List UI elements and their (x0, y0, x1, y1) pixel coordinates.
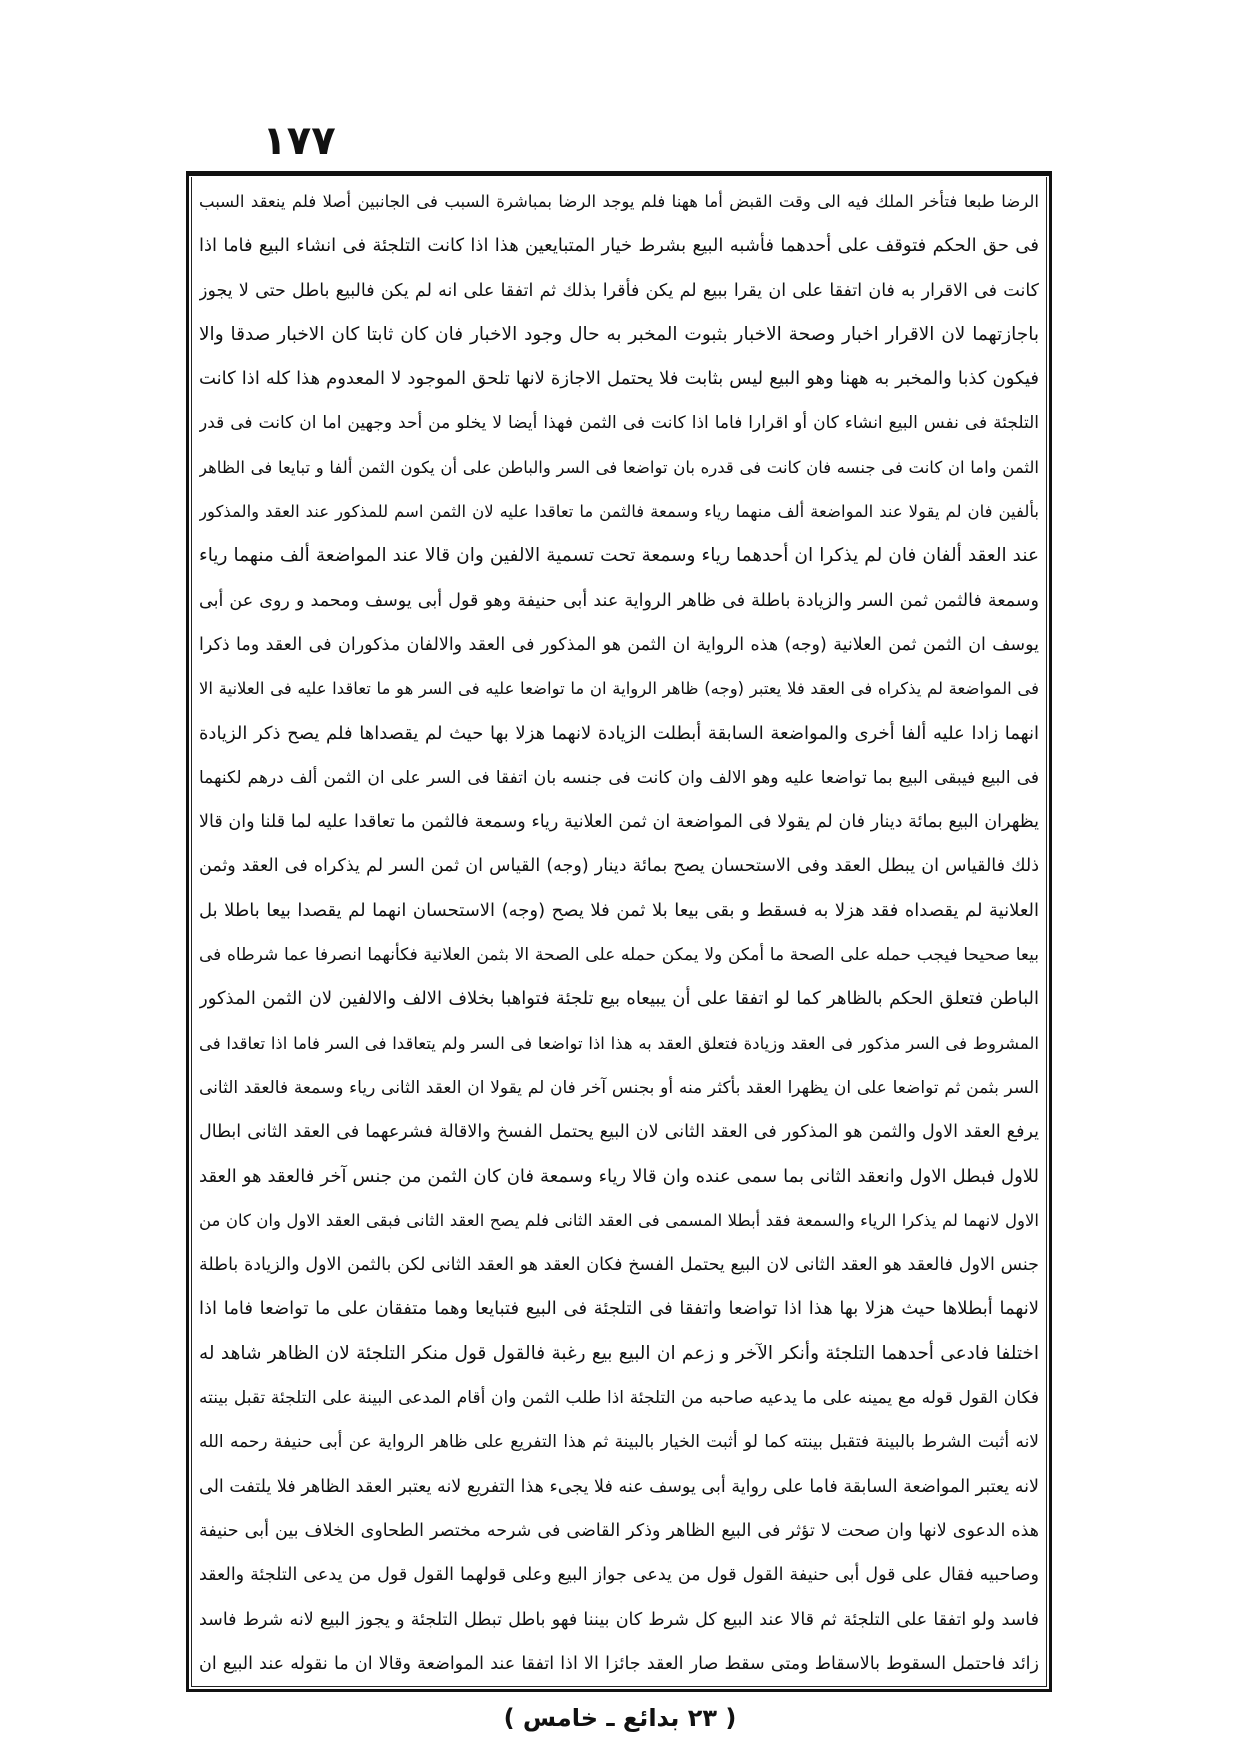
text-line: العلانية لم يقصداه فقد هزلا به فسقط و بقى بيعا بلا ثمن فلا يصح (وجه) الاستحسان انهما لم يقصدا بيعا باطلا بل (199, 899, 1039, 921)
text-line: الباطن فتعلق الحكم بالظاهر كما لو اتفقا على أن يبيعاه بيع تلجئة فتواهبا بخلاف الالف والالفين لان الثمن المذكور (199, 988, 1039, 1010)
text-line: بيعا صحيحا فيجب حمله على الصحة ما أمكن ولا يمكن حمله على الصحة الا بثمن العلانية فكأنهما انصرفا عما شرطاه فى (199, 945, 1039, 966)
text-line: يرفع العقد الاول والثمن هو المذكور فى العقد الثانى لان البيع يحتمل الفسخ والاقالة فشرعهما فى العقد الثانى ابطال (199, 1122, 1039, 1143)
text-frame (186, 171, 1052, 1692)
text-line: بألفين فان لم يقولا عند المواضعة ألف منهما رياء وسمعة فالثمن ما تعاقدا عليه لان الثمن اسم للمذكور عند العقد والمذكور (199, 502, 1039, 522)
text-line: اختلفا فادعى أحدهما التلجئة وأنكر الآخر و زعم ان البيع بيع رغبة فالقول قول منكر التلجئة لان الظاهر شاهد له (199, 1342, 1039, 1364)
text-line: جنس الاول فالعقد هو العقد الثانى لان البيع يحتمل الفسخ فكان العقد هو العقد الثانى لكن بالثمن الاول والزيادة باطلة (199, 1255, 1039, 1276)
text-line: انهما زادا عليه ألفا أخرى والمواضعة السابقة أبطلت الزيادة لانهما هزلا بها حيث لم يقصداها فلم يصح ذكر الزيادة (199, 722, 1039, 744)
text-line: الثمن واما ان كانت فى جنسه فان كانت فى قدره بان تواضعا فى السر والباطن على أن يكون الثمن ألفا و تبايعا فى الظاهر (199, 457, 1039, 477)
page-footer-signature: ( ٢٣ بدائع ـ خامس ) (503, 1704, 737, 1732)
page-number: ١٧٧ (262, 118, 336, 164)
text-line: عند العقد ألفان فان لم يذكرا ان أحدهما رياء وسمعة تحت تسمية الالفين وان قالا عند المواضعة ألف منهما رياء (199, 545, 1039, 567)
text-line: فاسد ولو اتفقا على التلجئة ثم قالا عند البيع كل شرط كان بيننا فهو باطل تبطل التلجئة و يجوز البيع لانه شرط فاسد (199, 1609, 1039, 1630)
text-line: فى البيع فيبقى البيع بما تواضعا عليه وهو الالف وان كانت فى جنسه بان اتفقا فى السر على ان الثمن ألف درهم لكنهما (199, 767, 1039, 788)
text-line: لانهما أبطلاها حيث هزلا بها هذا اذا تواضعا واتفقا فى التلجئة فى البيع فتبايعا وهما متفقان على ما تواضعا فاما اذا (199, 1298, 1039, 1320)
text-line: وسمعة فالثمن ثمن السر والزيادة باطلة فى ظاهر الرواية عند أبى حنيفة وهو قول أبى يوسف ومحمد و روى عن أبى (199, 590, 1039, 611)
text-line: للاول فبطل الاول وانعقد الثانى بما سمى عنده وان قالا رياء وسمعة فان كان الثمن من جنس آخر فالعقد هو العقد (199, 1165, 1039, 1187)
text-line: باجازتهما لان الاقرار اخبار وصحة الاخبار بثبوت المخبر به حال وجود الاخبار فان كان ثابتا كان الاخبار صدقا والا (199, 323, 1039, 345)
text-line: التلجئة فى نفس البيع انشاء كان أو اقرارا فاما اذا كانت فى الثمن فهذا أيضا لا يخلو من أحد وجهين اما ان كانت فى قدر (199, 413, 1039, 434)
text-line: ذلك فالقياس ان يبطل العقد وفى الاستحسان يصح بمائة دينار (وجه) القياس ان ثمن السر لم يذكراه فى العقد وثمن (199, 856, 1039, 877)
text-line: فى حق الحكم فتوقف على أحدهما فأشبه البيع بشرط خيار المتبايعين هذا اذا كانت التلجئة فى انشاء البيع فاما اذا (199, 235, 1039, 257)
text-line: السر بثمن ثم تواضعا على ان يظهرا العقد بأكثر منه أو بجنس آخر فان لم يقولا ان العقد الثانى رياء وسمعة فالعقد الثانى (199, 1077, 1039, 1098)
text-line: فكان القول قوله مع يمينه على ما يدعيه صاحبه من التلجئة اذا طلب الثمن وان أقام المدعى البينة على التلجئة تقبل بينته (199, 1388, 1039, 1409)
text-line: فيكون كذبا والمخبر به ههنا وهو البيع ليس بثابت فلا يحتمل الاجازة لانها تلحق الموجود لا المعدوم هذا كله اذا كانت (199, 368, 1039, 390)
text-line: فى المواضعة لم يذكراه فى العقد فلا يعتبر (وجه) ظاهر الرواية ان ما تواضعا عليه فى السر هو ما تعاقدا عليه فى العلانية الا (199, 679, 1039, 699)
text-line: يظهران البيع بمائة دينار فان لم يقولا فى المواضعة ان ثمن العلانية رياء وسمعة فالثمن ما تعاقدا عليه لما قلنا وان قالا (199, 812, 1039, 833)
text-line: وصاحبيه فقال على قول أبى حنيفة القول قول من يدعى جواز البيع وعلى قولهما القول قول من يدعى التلجئة والعقد (199, 1565, 1039, 1586)
text-line: الرضا طبعا فتأخر الملك فيه الى وقت القبض أما ههنا فلم يوجد الرضا بمباشرة السبب فى الجانبين أصلا فلم ينعقد السبب (199, 192, 1039, 211)
body-text (199, 180, 1039, 1686)
text-line: لانه يعتبر المواضعة السابقة فاما على رواية أبى يوسف عنه فلا يجىء هذا التفريع لانه يعتبر العقد الظاهر فلا يلتفت الى (199, 1476, 1039, 1497)
text-line: لانه أثبت الشرط بالبينة فتقبل بينته كما لو أثبت الخيار بالبينة ثم هذا التفريع على ظاهر الرواية عن أبى حنيفة رحمه الله (199, 1432, 1039, 1453)
text-line: الاول لانهما لم يذكرا الرياء والسمعة فقد أبطلا المسمى فى العقد الثانى فلم يصح العقد الثانى فبقى العقد الاول وان كان من (199, 1210, 1039, 1230)
text-line: يوسف ان الثمن ثمن العلانية (وجه) هذه الرواية ان الثمن هو المذكور فى العقد والالفان مذكوران فى العقد وما ذكرا (199, 634, 1039, 655)
text-line: هذه الدعوى لانها وان صحت لا تؤثر فى البيع الظاهر وذكر القاضى فى شرحه مختصر الطحاوى الخلاف بين أبى حنيفة (199, 1520, 1039, 1541)
text-line: زائد فاحتمل السقوط بالاسقاط ومتى سقط صار العقد جائزا الا اذا اتفقا عند المواضعة وقالا ان ما نقوله عند البيع ان (199, 1653, 1039, 1674)
text-line: كانت فى الاقرار به فان اتفقا على ان يقرا ببيع لم يكن فأقرا بذلك ثم اتفقا على انه لم يكن فالبيع باطل حتى لا يجوز (199, 280, 1039, 301)
text-line: المشروط فى السر مذكور فى العقد وزيادة فتعلق العقد به هذا اذا تواضعا فى السر ولم يتعاقدا فى السر فاما اذا تعاقدا فى (199, 1033, 1039, 1053)
